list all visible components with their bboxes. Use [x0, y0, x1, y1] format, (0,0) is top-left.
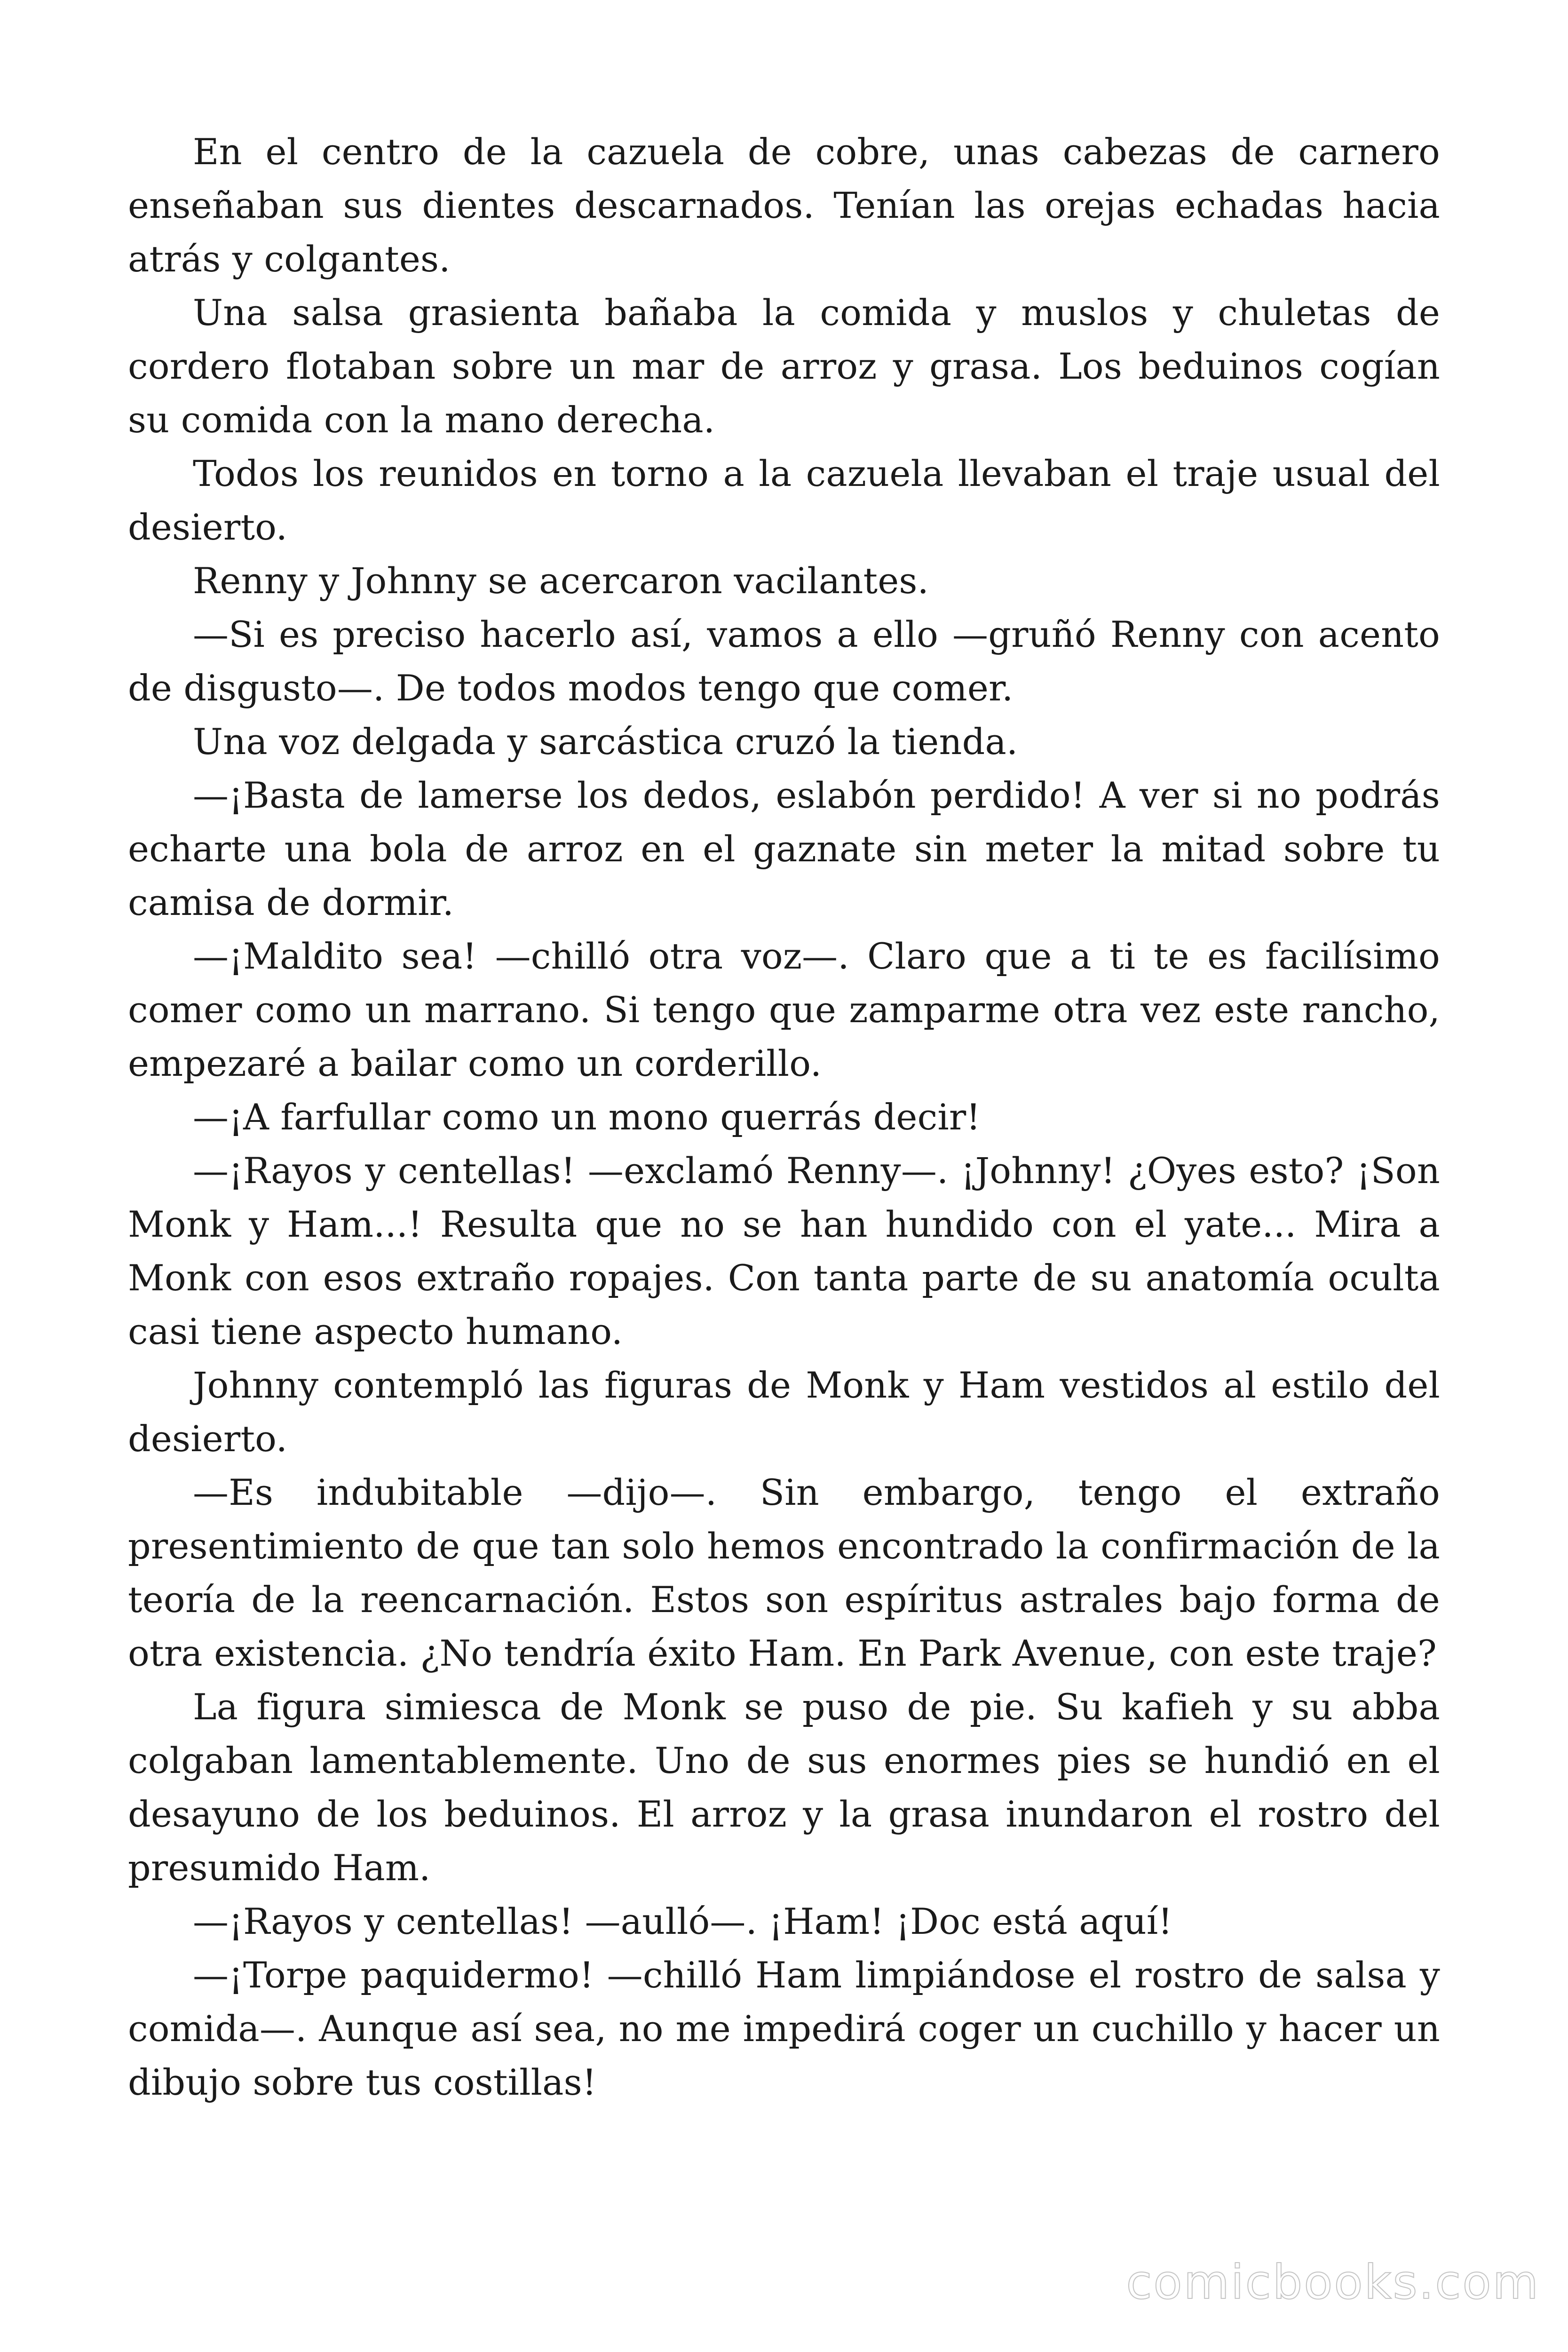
paragraph: —¡Maldito sea! —chilló otra voz—. Claro que a ti te es facilísimo comer como un marrano. Si tengo que zamparme otra vez este rancho, empezaré a bailar como un corderillo. — [128, 935, 1440, 1084]
paragraph: Una salsa grasienta bañaba la comida y muslos y chuletas de cordero flotaban sobre un mar de arroz y grasa. Los beduinos cogían su comida con la mano derecha. — [128, 292, 1440, 441]
paragraph: Todos los reunidos en torno a la cazuela llevaban el traje usual del desierto. — [128, 453, 1440, 548]
paragraph: —¡A farfullar como un mono querrás decir! — [193, 1096, 981, 1138]
paragraph: Johnny contempló las figuras de Monk y Ham vestidos al estilo del desierto. — [128, 1364, 1440, 1460]
paragraph: En el centro de la cazuela de cobre, unas cabezas de carnero enseñaban sus dientes descarnados. Tenían las orejas echadas hacia atrás y colgantes. — [128, 131, 1440, 280]
paragraph: —Si es preciso hacerlo así, vamos a ello —gruñó Renny con acento de disgusto—. De todos modos tengo que comer. — [128, 613, 1440, 709]
paragraph: La figura simiesca de Monk se puso de pie. Su kafieh y su abba colgaban lamentablemente. Uno de sus enormes pies se hundió en el desayuno de los beduinos. El arroz y la grasa inundaron el rostro del presumido Ham. — [128, 1686, 1440, 1889]
paragraph: —Es indubitable —dijo—. Sin embargo, tengo el extraño presentimiento de que tan solo hemos encontrado la confirmación de la teoría de la reencarnación. Estos son espíritus astrales bajo forma de otra existencia. ¿No tendría éxito Ham. En Park Avenue, con este traje? — [128, 1471, 1440, 1674]
paragraph: Una voz delgada y sarcástica cruzó la tienda. — [193, 721, 1018, 763]
paragraph: —¡Rayos y centellas! —exclamó Renny—. ¡Johnny! ¿Oyes esto? ¡Son Monk y Ham...! Resulta que no se han hundido con el yate... Mira a Monk con esos extraño ropajes. Con tanta parte de su anatomía oculta casi tiene aspecto humano. — [128, 1150, 1440, 1352]
paragraph: —¡Rayos y centellas! —aulló—. ¡Ham! ¡Doc está aquí! — [193, 1900, 1173, 1942]
paragraph: —¡Torpe paquidermo! —chilló Ham limpiándose el rostro de salsa y comida—. Aunque así sea, no me impedirá coger un cuchillo y hacer un dibujo sobre tus costillas! — [128, 1954, 1440, 2103]
watermark: comicbooks.com — [1126, 2255, 1540, 2310]
paragraph: —¡Basta de lamerse los dedos, eslabón perdido! A ver si no podrás echarte una bola de arroz en el gaznate sin meter la mitad sobre tu camisa de dormir. — [128, 774, 1440, 923]
paragraph: Renny y Johnny se acercaron vacilantes. — [193, 560, 929, 602]
page-body — [128, 125, 1440, 2109]
